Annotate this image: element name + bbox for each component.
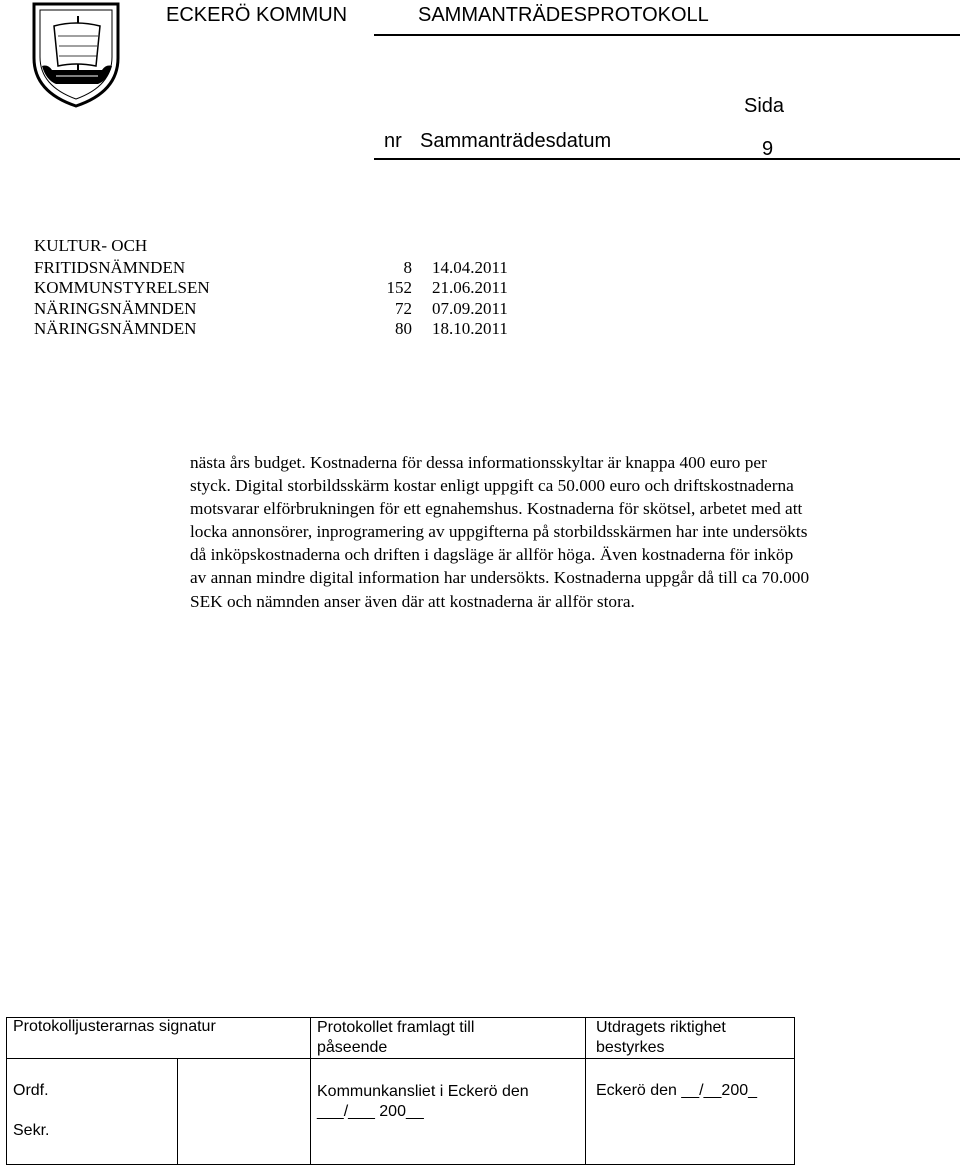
minutes-body-paragraph: nästa års budget. Kostnaderna för dessa informationsskyltar är knappa 400 euro per styck. Digital storbildsskärm kostar enligt uppgift ca 50.000 euro och driftskostnaderna motsvarar elförbrukningen för ett egnahemshus. Kostnaderna för skötsel, arbetet med att locka annonsörer, inprogramering av uppgifterna på storbildsskärmen har inte undersökts då inköpskostnaderna och driften i dagsläge är allför höga. Även kostnaderna för inköp av annan mindre digital information har undersökts. Kostnaderna uppgår då till ca 70.000 SEK och nämnden anser även där att kostnaderna är allför stora. [190, 453, 810, 611]
meeting-date: 07.09.2011 [432, 299, 508, 318]
header-rule-top [374, 34, 960, 36]
meeting-row [34, 299, 534, 321]
certified-column-header: Utdragets riktighet bestyrkes [596, 1019, 726, 1056]
meeting-row [34, 319, 534, 341]
eckero-coat-of-arms-logo [28, 0, 124, 108]
meeting-body: KOMMUNSTYRELSEN [34, 278, 210, 297]
table-divider [310, 1018, 311, 1164]
meeting-date-label: Sammanträdesdatum [420, 130, 612, 152]
meeting-body: NÄRINGSNÄMNDEN [34, 299, 197, 318]
meeting-body: FRITIDSNÄMNDEN [34, 258, 186, 277]
nr-label: nr [384, 130, 402, 152]
certified-place-date-value: Eckerö den __/__200_ [596, 1082, 758, 1099]
table-divider [585, 1018, 586, 1164]
page-number: 9 [762, 138, 774, 160]
meeting-body: KULTUR- OCH [34, 236, 148, 255]
secretary-label: Sekr. [13, 1122, 50, 1139]
header-rule-bottom [374, 158, 960, 160]
org-name: ECKERÖ KOMMUN [166, 4, 348, 26]
document-type: SAMMANTRÄDESPROTOKOLL [418, 4, 709, 26]
meeting-number: 80 [395, 319, 412, 338]
meeting-date: 14.04.2011 [432, 258, 508, 277]
meeting-row [34, 258, 534, 280]
meeting-row [34, 236, 534, 258]
meeting-row [34, 278, 534, 300]
posted-location-value: Kommunkansliet i Eckerö den ___/___ 200__ [317, 1083, 529, 1120]
meeting-date: 21.06.2011 [432, 278, 508, 297]
meeting-body: NÄRINGSNÄMNDEN [34, 319, 197, 338]
chairman-label: Ordf. [13, 1082, 49, 1099]
meeting-number: 8 [403, 258, 412, 277]
page-label: Sida [744, 95, 785, 117]
meeting-number: 152 [386, 278, 412, 297]
signature-column-header: Protokolljusterarnas signatur [13, 1018, 216, 1035]
table-divider [177, 1058, 178, 1164]
posted-column-header: Protokollet framlagt till påseende [317, 1019, 475, 1056]
meeting-date: 18.10.2011 [432, 319, 508, 338]
table-divider [7, 1058, 794, 1059]
signature-table [6, 1017, 795, 1165]
meeting-number: 72 [395, 299, 412, 318]
